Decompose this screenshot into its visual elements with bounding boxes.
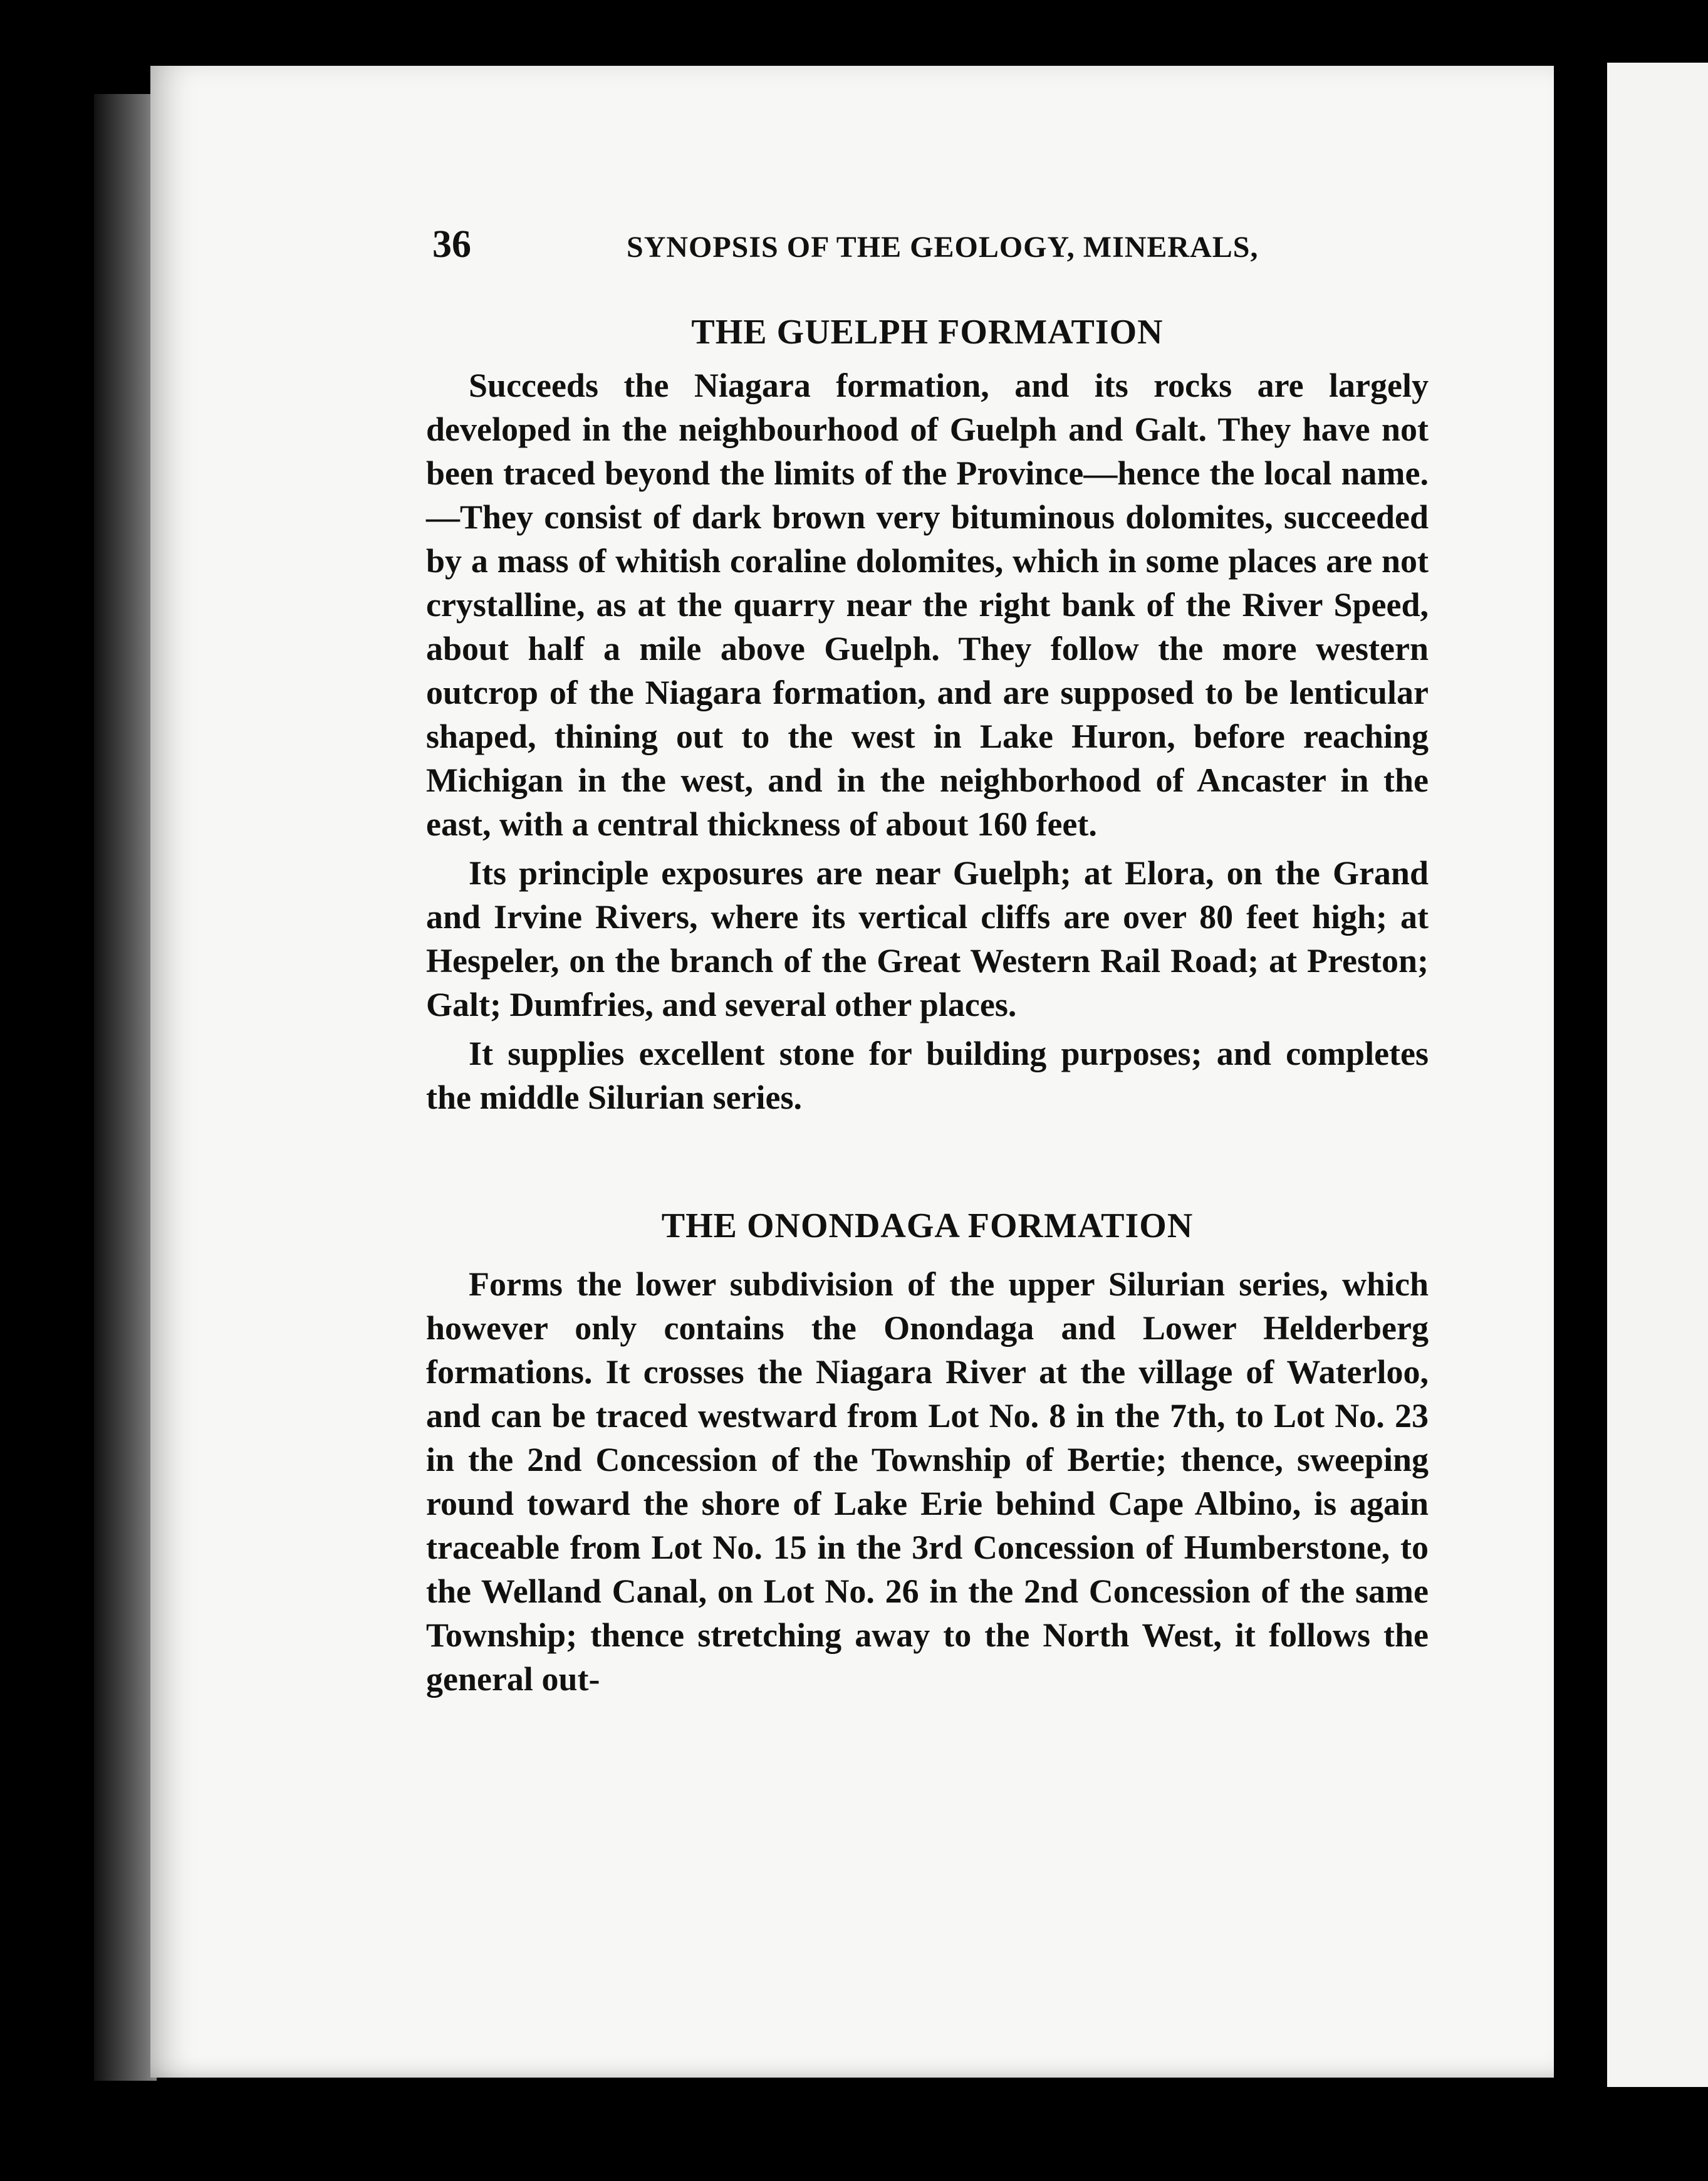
paragraph-guelph-3: It supplies excellent stone for building purposes; and completes the middle Silurian series. [426,1035,1429,1116]
paragraph-guelph-1: Succeeds the Niagara formation, and its rocks are largely developed in the neighbourhood of Guelph and Galt. They have not been traced beyond the limits of the Province—hence the local name.—They consist of dark brown very bituminous dolomites, succeeded by a mass of whitish coraline dolomites, which in some places are not crystalline, as at the quarry near the right bank of the River Speed, about half a mile above Guelph. They follow the more western outcrop of the Niagara formation, and are supposed to be lenticular shaped, thining out to the west in Lake Huron, before reaching Michigan in the west, and in the neighborhood of Ancaster in the east, with a central thickness of about 160 feet. [426,367,1429,843]
section-title-guelph: THE GUELPH FORMATION [691,313,1164,352]
section-title-onondaga: THE ONONDAGA FORMATION [661,1206,1194,1245]
page-number: 36 [432,223,471,266]
page-header [432,222,1435,279]
page-body [426,301,1429,1701]
paragraph-guelph-2: Its principle exposures are near Guelph; at Elora, on the Grand and Irvine Rivers, where its vertical cliffs are over 80 feet high; at Hespeler, on the branch of the Great Western Rail Road; at Preston; Galt; Dumfries, and several other places. [426,854,1429,1023]
facing-page-edge [1607,63,1708,2087]
paragraph-onondaga-1: Forms the lower subdivision of the upper Silurian series, which however only contains the Onondaga and Lower Helderberg formations. It crosses the Niagara River at the village of Waterloo, and can be traced westward from Lot No. 8 in the 7th, to Lot No. 23 in the 2nd Concession of the Township of Bertie; thence, sweeping round toward the shore of Lake Erie behind Cape Albino, is again traceable from Lot No. 15 in the 3rd Concession of Humberstone, to the Welland Canal, on Lot No. 26 in the 2nd Concession of the same Township; thence stretching away to the North West, it follows the general out- [426,1265,1429,1698]
running-head: SYNOPSIS OF THE GEOLOGY, MINERALS, [627,231,1259,264]
book-spine-edge [94,94,157,2081]
